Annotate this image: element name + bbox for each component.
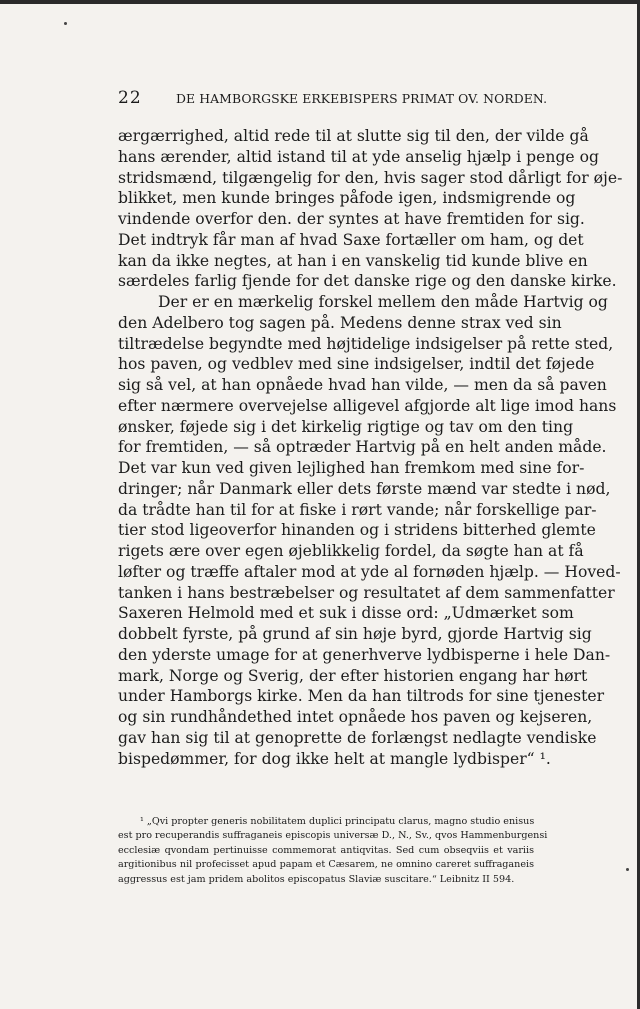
body-text — [118, 126, 623, 769]
text-line: kan da ikke negtes, at han i en vanskelig tid kunde blive en — [118, 251, 588, 270]
top-edge-rule — [0, 0, 640, 4]
text-line: for fremtiden, — så optræder Hartvig på en helt anden måde. — [118, 438, 607, 457]
text-line: Det var kun ved given lejlighed han fremkom med sine for- — [118, 459, 585, 477]
paper-speck — [64, 22, 67, 25]
text-line: løfter og træffe aftaler mod at yde al fornøden hjælp. — Hoved- — [118, 562, 621, 581]
text-line: og sin rundhåndethed intet opnåede hos paven og kejseren, — [118, 708, 593, 726]
text-line: gav han sig til at genoprette de forlængst nedlagte vendiske — [118, 728, 597, 747]
text-line: hos paven, og vedblev med sine indsigelser, indtil det føjede — [118, 355, 595, 374]
text-line: under Hamborgs kirke. Men da han tiltrods for sine tjenester — [118, 687, 605, 706]
text-line: dobbelt fyrste, på grund af sin høje byrd, gjorde Hartvig sig — [118, 625, 592, 643]
text-line: efter nærmere overvejelse alligevel afgjorde alt lige imod hans — [118, 396, 617, 415]
text-line: sig så vel, at han opnåede hvad han vilde, — men da så paven — [118, 376, 607, 394]
footnote-line: est pro recuperandis suffraganeis episcopis universæ D., N., Sv., qvos Hammenburgensi — [118, 830, 548, 842]
text-line: mark, Norge og Sverig, der efter historien engang har hørt — [118, 666, 588, 685]
text-line: hans ærender, altid istand til at yde anselig hjælp i penge og — [118, 147, 599, 166]
text-line: tier stod ligeoverfor hinanden og i stridens bitterhed glemte — [118, 521, 596, 540]
text-line: bispedømmer, for dog ikke helt at mangle lydbisper“ ¹. — [118, 749, 551, 768]
text-line: stridsmænd, tilgængelig for den, hvis sager stod dårligt for øje- — [118, 168, 623, 187]
text-line: tanken i hans bestræbelser og resultatet af dem sammenfatter — [118, 583, 615, 602]
footnote-line: ¹ „Qvi propter generis nobilitatem duplici principatu clarus, magno studio enisus — [140, 816, 535, 827]
footnote-line: aggressus est jam pridem abolitos episcopatus Slaviæ suscitare.“ Leibnitz II 594. — [118, 873, 515, 885]
footnote-line: ecclesiæ qvondam pertinuisse commemorat antiqvitas. Sed cum obseqviis et variis — [118, 844, 534, 856]
footnote — [118, 815, 548, 887]
text-line: Der er en mærkelig forskel mellem den måde Hartvig og — [158, 293, 608, 311]
text-line: da trådte han til for at fiske i rørt vande; når forskellige par- — [118, 500, 597, 519]
text-line: den yderste umage for at generhverve lydbisperne i hele Dan- — [118, 645, 611, 664]
text-line: dringer; når Danmark eller dets første mænd var stedte i nød, — [118, 479, 611, 498]
text-line: tiltrædelse begyndte med højtidelige indsigelser på rette sted, — [118, 334, 614, 353]
page-number: 22 — [118, 88, 142, 108]
text-line: særdeles farlig fjende for det danske rige og den danske kirke. — [118, 272, 617, 291]
text-line: ønsker, føjede sig i det kirkelig rigtige og tav om den ting — [118, 417, 574, 436]
text-line: rigets ære over egen øjeblikkelig fordel, da søgte han at få — [118, 542, 584, 560]
text-line: ærgærrighed, altid rede til at slutte sig til den, der vilde gå — [118, 127, 589, 145]
text-line: vindende overfor den. der syntes at have fremtiden for sig. — [118, 210, 585, 228]
text-line: den Adelbero tog sagen på. Medens denne strax ved sin — [118, 313, 562, 332]
page-header — [118, 88, 548, 112]
text-line: Saxeren Helmold med et suk i disse ord: „Udmærket som — [118, 604, 574, 623]
text-line: Det indtryk får man af hvad Saxe fortæller om ham, og det — [118, 230, 584, 249]
text-line: blikket, men kunde bringes påfode igen, indsmigrende og — [118, 189, 576, 208]
running-title: DE HAMBORGSKE ERKEBISPERS PRIMAT OV. NORDEN. — [176, 91, 548, 106]
paper-speck — [626, 868, 629, 871]
footnote-line: argitionibus nil profecisset apud papam et Cæsarem, ne omnino careret suffraganeis — [118, 859, 534, 871]
